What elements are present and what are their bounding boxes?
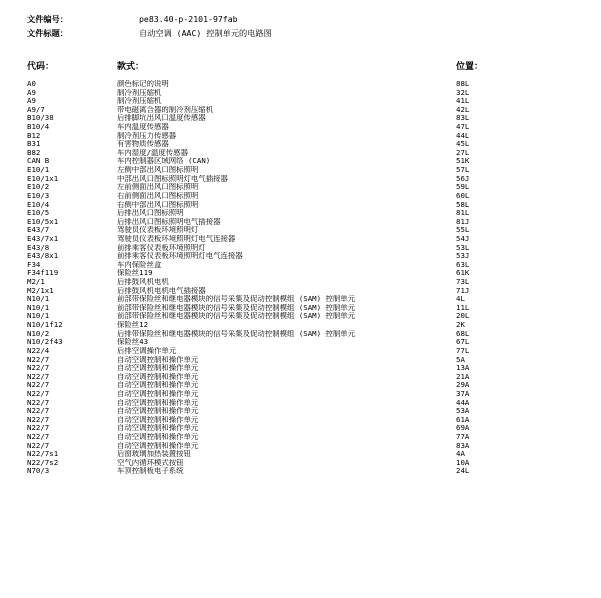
component-table bbox=[0, 80, 601, 476]
table-row bbox=[0, 175, 601, 184]
column-header-position: 位置： bbox=[456, 62, 484, 72]
row-position: 67L bbox=[456, 338, 470, 347]
row-description: 自动空调控制和操作单元 bbox=[117, 441, 199, 450]
row-code: F34f119 bbox=[27, 269, 59, 278]
row-position: 4A bbox=[456, 450, 465, 459]
table-row bbox=[0, 201, 601, 210]
row-position: 71J bbox=[456, 286, 470, 295]
row-code: N22/7 bbox=[27, 381, 50, 390]
row-description: 自动空调控制和操作单元 bbox=[117, 424, 199, 433]
row-position: 77L bbox=[456, 346, 470, 355]
row-position: 51K bbox=[456, 157, 470, 166]
row-code: N10/2f43 bbox=[27, 338, 63, 347]
row-position: 37A bbox=[456, 389, 470, 398]
table-row bbox=[0, 433, 601, 442]
row-code: N22/7 bbox=[27, 355, 50, 364]
row-description: 自动空调控制和操作单元 bbox=[117, 372, 199, 381]
table-row bbox=[0, 192, 601, 201]
row-description: 驾驶员仪表板环境照明灯电气连接器 bbox=[117, 234, 236, 243]
row-position: 55L bbox=[456, 226, 470, 235]
row-code: N10/1 bbox=[27, 312, 50, 321]
row-description: 保险丝12 bbox=[117, 321, 149, 330]
row-position: 42L bbox=[456, 105, 470, 114]
row-code: N70/3 bbox=[27, 467, 50, 476]
row-position: 58L bbox=[456, 200, 470, 209]
row-description: 制冷剂压缩机 bbox=[117, 88, 162, 97]
table-row bbox=[0, 312, 601, 321]
row-code: A9/7 bbox=[27, 105, 45, 114]
table-row bbox=[0, 381, 601, 390]
row-position: 88L bbox=[456, 80, 470, 88]
row-position: 20L bbox=[456, 312, 470, 321]
row-description: 自动空调控制和操作单元 bbox=[117, 432, 199, 441]
row-description: 车内温度传感器 bbox=[117, 123, 169, 132]
row-code: B10/38 bbox=[27, 114, 54, 123]
table-row bbox=[0, 399, 601, 408]
table-row bbox=[0, 295, 601, 304]
row-description: 驾驶员仪表板环境照明灯 bbox=[117, 226, 199, 235]
table-row bbox=[0, 304, 601, 313]
table-row bbox=[0, 424, 601, 433]
row-description: 自动空调控制和操作单元 bbox=[117, 415, 199, 424]
row-position: 54J bbox=[456, 234, 470, 243]
row-code: E10/1 bbox=[27, 166, 50, 175]
row-position: 63L bbox=[456, 260, 470, 269]
table-row bbox=[0, 132, 601, 141]
table-row bbox=[0, 442, 601, 451]
row-position: 24L bbox=[456, 467, 470, 476]
row-description: 自动空调控制和操作单元 bbox=[117, 398, 199, 407]
table-row bbox=[0, 407, 601, 416]
row-description: 有害物质传感器 bbox=[117, 140, 169, 149]
row-code: N22/7 bbox=[27, 432, 50, 441]
table-row bbox=[0, 114, 601, 123]
row-position: 44A bbox=[456, 398, 470, 407]
row-position: 83A bbox=[456, 441, 470, 450]
row-description: 前部带保险丝和继电器模块的信号采集及促动控制模组 (SAM) 控制单元 bbox=[117, 303, 356, 312]
row-description: 后排脚坑出风口温度传感器 bbox=[117, 114, 206, 123]
file-title-label: 文件标题： bbox=[27, 28, 68, 38]
table-row bbox=[0, 106, 601, 115]
row-description: 左前侧面出风口图标照明 bbox=[117, 183, 199, 192]
row-code: N10/1 bbox=[27, 303, 50, 312]
row-description: 车内湿度/温度传感器 bbox=[117, 148, 188, 157]
row-code: CAN B bbox=[27, 157, 50, 166]
row-code: N22/7 bbox=[27, 372, 50, 381]
row-code: B82 bbox=[27, 148, 41, 157]
table-row bbox=[0, 459, 601, 468]
row-code: F34 bbox=[27, 260, 41, 269]
table-row bbox=[0, 149, 601, 158]
table-row bbox=[0, 321, 601, 330]
row-position: 56J bbox=[456, 174, 470, 183]
row-description: 前部带保险丝和继电器模块的信号采集及促动控制模组 (SAM) 控制单元 bbox=[117, 295, 356, 304]
row-position: 81L bbox=[456, 209, 470, 218]
row-code: N22/7 bbox=[27, 415, 50, 424]
table-row bbox=[0, 347, 601, 356]
table-row bbox=[0, 416, 601, 425]
row-description: 保险丝43 bbox=[117, 338, 149, 347]
row-position: 81J bbox=[456, 217, 470, 226]
row-code: B10/4 bbox=[27, 123, 50, 132]
row-position: 47L bbox=[456, 123, 470, 132]
row-description: 后排鼓风机电机电气插接器 bbox=[117, 286, 206, 295]
row-code: E43/8 bbox=[27, 243, 50, 252]
row-code: N10/1f12 bbox=[27, 321, 63, 330]
table-row bbox=[0, 287, 601, 296]
row-description: 车内控制器区域网络 (CAN) bbox=[117, 157, 211, 166]
row-position: 41L bbox=[456, 97, 470, 106]
row-description: 中部出风口图标照明灯电气插接器 bbox=[117, 174, 228, 183]
row-description: 空气内循环模式按钮 bbox=[117, 458, 184, 467]
row-position: 83L bbox=[456, 114, 470, 123]
row-position: 29A bbox=[456, 381, 470, 390]
row-position: 53J bbox=[456, 252, 470, 261]
row-description: 保险丝119 bbox=[117, 269, 153, 278]
row-description: 自动空调控制和操作单元 bbox=[117, 381, 199, 390]
row-description: 后排带保险丝和继电器模块的信号采集及促动控制模组 (SAM) 控制单元 bbox=[117, 329, 356, 338]
row-code: N22/7 bbox=[27, 424, 50, 433]
row-description: 前部带保险丝和继电器模块的信号采集及促动控制模组 (SAM) 控制单元 bbox=[117, 312, 356, 321]
row-position: 69A bbox=[456, 424, 470, 433]
row-code: N22/7 bbox=[27, 407, 50, 416]
row-position: 5A bbox=[456, 355, 465, 364]
row-code: N22/7s2 bbox=[27, 458, 59, 467]
row-code: E10/5x1 bbox=[27, 217, 59, 226]
row-code: E43/8x1 bbox=[27, 252, 59, 261]
row-description: 自动空调控制和操作单元 bbox=[117, 355, 199, 364]
row-description: 制冷剂压缩机 bbox=[117, 97, 162, 106]
table-row bbox=[0, 356, 601, 365]
table-row bbox=[0, 364, 601, 373]
row-position: 53A bbox=[456, 407, 470, 416]
row-position: 13A bbox=[456, 364, 470, 373]
file-title-value: 自动空调 (AAC) 控制单元的电路图 bbox=[139, 28, 272, 38]
row-code: A9 bbox=[27, 88, 36, 97]
row-description: 前排乘客仪表板环境照明灯 bbox=[117, 243, 206, 252]
row-code: N22/4 bbox=[27, 346, 50, 355]
row-code: E10/2 bbox=[27, 183, 50, 192]
row-description: 车内保险丝盒 bbox=[117, 260, 162, 269]
table-row bbox=[0, 330, 601, 339]
table-row bbox=[0, 252, 601, 261]
row-position: 61K bbox=[456, 269, 470, 278]
row-code: N22/7 bbox=[27, 389, 50, 398]
row-description: 后排出风口图标照明 bbox=[117, 209, 184, 218]
table-row bbox=[0, 235, 601, 244]
file-number-value: pe83.40-p-2101-97fab bbox=[139, 14, 238, 24]
row-description: 后排出风口图标照明电气插接器 bbox=[117, 217, 221, 226]
row-description: 车顶控制板电子系统 bbox=[117, 467, 184, 476]
table-row bbox=[0, 226, 601, 235]
row-description: 带电磁离合器的制冷剂压缩机 bbox=[117, 105, 214, 114]
row-code: M2/1x1 bbox=[27, 286, 54, 295]
row-position: 45L bbox=[456, 140, 470, 149]
table-row bbox=[0, 89, 601, 98]
file-number-label: 文件编号： bbox=[27, 14, 68, 24]
row-description: 右侧中部出风口图标照明 bbox=[117, 200, 199, 209]
table-row bbox=[0, 218, 601, 227]
table-row bbox=[0, 338, 601, 347]
row-position: 44L bbox=[456, 131, 470, 140]
column-header-code: 代码： bbox=[27, 62, 55, 72]
table-row bbox=[0, 450, 601, 459]
row-code: N10/2 bbox=[27, 329, 50, 338]
row-code: A9 bbox=[27, 97, 36, 106]
table-row bbox=[0, 80, 601, 89]
row-code: E10/1x1 bbox=[27, 174, 59, 183]
table-row bbox=[0, 373, 601, 382]
row-description: 自动空调控制和操作单元 bbox=[117, 364, 199, 373]
table-row bbox=[0, 261, 601, 270]
row-position: 73L bbox=[456, 278, 470, 287]
table-row bbox=[0, 467, 601, 476]
row-position: 77A bbox=[456, 432, 470, 441]
table-row bbox=[0, 390, 601, 399]
table-row bbox=[0, 166, 601, 175]
row-code: M2/1 bbox=[27, 278, 45, 287]
row-code: E10/5 bbox=[27, 209, 50, 218]
table-row bbox=[0, 183, 601, 192]
row-code: N22/7s1 bbox=[27, 450, 59, 459]
row-code: E10/4 bbox=[27, 200, 50, 209]
table-row bbox=[0, 269, 601, 278]
row-position: 10A bbox=[456, 458, 470, 467]
row-code: N22/7 bbox=[27, 441, 50, 450]
row-code: N10/1 bbox=[27, 295, 50, 304]
table-row bbox=[0, 244, 601, 253]
table-row bbox=[0, 140, 601, 149]
row-code: N22/7 bbox=[27, 398, 50, 407]
row-code: B31 bbox=[27, 140, 41, 149]
row-position: 27L bbox=[456, 148, 470, 157]
row-description: 前排乘客仪表板环境照明灯电气连接器 bbox=[117, 252, 243, 261]
row-description: 后排鼓风机电机 bbox=[117, 278, 169, 287]
row-description: 后窗玻璃加热装置按钮 bbox=[117, 450, 191, 459]
row-position: 59L bbox=[456, 183, 470, 192]
row-code: E43/7 bbox=[27, 226, 50, 235]
row-description: 制冷剂压力传感器 bbox=[117, 131, 177, 140]
table-row bbox=[0, 278, 601, 287]
row-code: E43/7x1 bbox=[27, 234, 59, 243]
row-position: 2K bbox=[456, 321, 465, 330]
table-row bbox=[0, 97, 601, 106]
row-position: 4L bbox=[456, 295, 465, 304]
row-position: 32L bbox=[456, 88, 470, 97]
row-position: 53L bbox=[456, 243, 470, 252]
row-position: 68L bbox=[456, 329, 470, 338]
row-description: 后排空调操作单元 bbox=[117, 346, 177, 355]
row-description: 自动空调控制和操作单元 bbox=[117, 389, 199, 398]
table-row bbox=[0, 123, 601, 132]
column-header-model: 款式： bbox=[117, 62, 145, 72]
table-row bbox=[0, 209, 601, 218]
row-code: A0 bbox=[27, 80, 36, 88]
row-code: N22/7 bbox=[27, 364, 50, 373]
row-description: 颜色标记的说明 bbox=[117, 80, 169, 88]
row-description: 右前侧面出风口图标照明 bbox=[117, 191, 199, 200]
row-position: 21A bbox=[456, 372, 470, 381]
row-position: 11L bbox=[456, 303, 470, 312]
row-code: E10/3 bbox=[27, 191, 50, 200]
row-code: B12 bbox=[27, 131, 41, 140]
row-position: 60L bbox=[456, 191, 470, 200]
row-description: 左侧中部出风口图标照明 bbox=[117, 166, 199, 175]
row-position: 61A bbox=[456, 415, 470, 424]
row-position: 57L bbox=[456, 166, 470, 175]
table-row bbox=[0, 157, 601, 166]
row-description: 自动空调控制和操作单元 bbox=[117, 407, 199, 416]
